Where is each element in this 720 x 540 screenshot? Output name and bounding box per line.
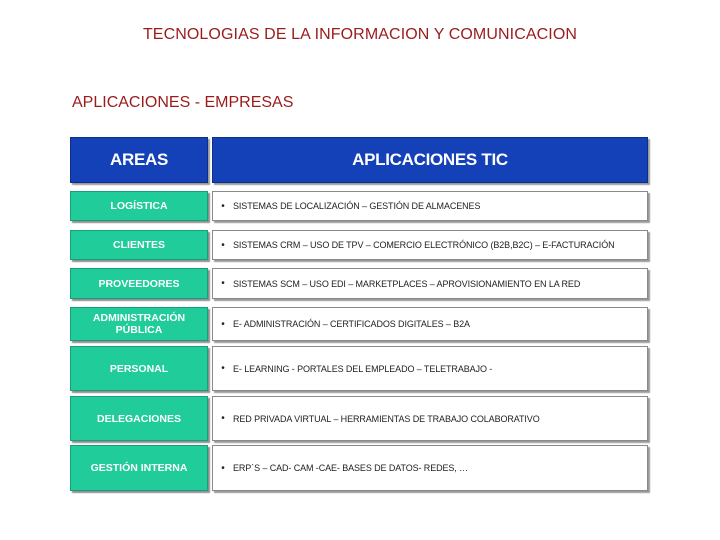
area-cell: GESTIÓN INTERNA [70,445,208,491]
bullet-icon: • [221,413,225,424]
applications-cell [212,396,648,441]
bullet-icon: • [221,200,225,212]
table-row [70,268,648,299]
applications-text: SISTEMAS CRM – USO DE TPV – COMERCIO ELECTRÓNICO (B2B,B2C) – E-FACTURACIÓN [233,240,615,250]
bullet-icon: • [221,363,225,374]
applications-cell [212,346,648,391]
applications-cell [212,307,648,341]
area-cell: PERSONAL [70,346,208,391]
table-row [70,445,648,491]
header-areas: AREAS [70,137,208,183]
table-row [70,230,648,260]
area-cell: DELEGACIONES [70,396,208,441]
area-cell: ADMINISTRACIÓN PÚBLICA [70,307,208,341]
table-row [70,191,648,221]
area-cell: CLIENTES [70,230,208,260]
bullet-icon: • [221,278,225,289]
applications-text: SISTEMAS SCM – USO EDI – MARKETPLACES – APROVISIONAMIENTO EN LA RED [233,278,581,289]
bullet-icon: • [221,318,225,330]
applications-text: E- LEARNING - PORTALES DEL EMPLEADO – TELETRABAJO - [233,363,493,374]
applications-cell [212,230,648,260]
bullet-icon: • [221,462,225,474]
applications-cell [212,268,648,299]
table-row [70,346,648,391]
header-applications: APLICACIONES TIC [212,137,648,183]
applications-cell [212,191,648,221]
applications-text: E- ADMINISTRACIÓN – CERTIFICADOS DIGITALES – B2A [233,319,470,329]
area-cell: LOGÍSTICA [70,191,208,221]
bullet-icon: • [221,239,225,251]
page-subtitle: APLICACIONES - EMPRESAS [72,94,294,111]
page-title: TECNOLOGIAS DE LA INFORMACION Y COMUNICACION [142,26,578,43]
applications-text: ERP´S – CAD- CAM -CAE- BASES DE DATOS- REDES, … [233,463,469,473]
applications-text: SISTEMAS DE LOCALIZACIÓN – GESTIÓN DE ALMACENES [233,201,481,211]
applications-text: RED PRIVADA VIRTUAL – HERRAMIENTAS DE TRABAJO COLABORATIVO [233,413,540,424]
table-row [70,396,648,441]
applications-cell [212,445,648,491]
table-row [70,307,648,341]
areas-applications-table [70,137,650,494]
area-cell: PROVEEDORES [70,268,208,299]
